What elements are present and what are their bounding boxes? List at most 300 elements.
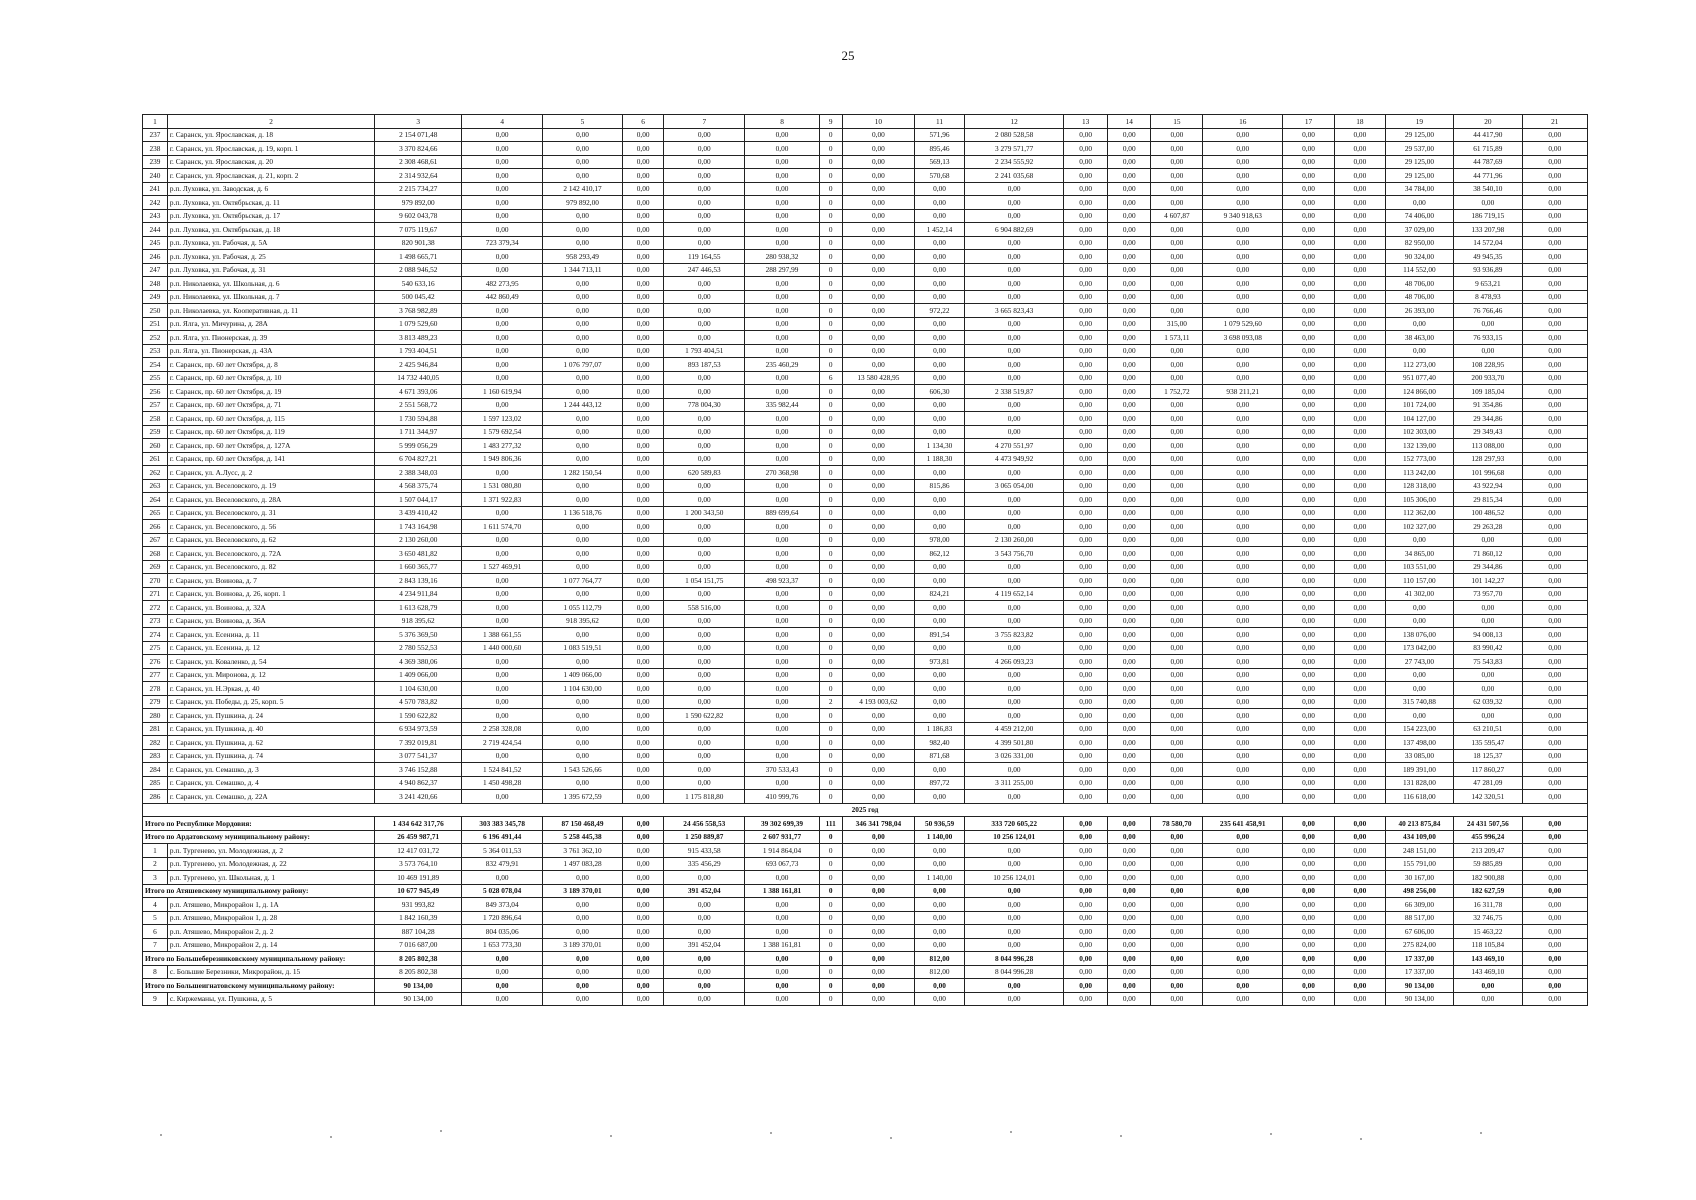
table-cell: 282: [143, 736, 168, 750]
table-cell: г. Саранск, пр. 60 лет Октября, д. 19: [167, 385, 374, 399]
table-cell: 0,00: [1283, 682, 1335, 696]
table-cell: г. Саранск, ул. Веселовского, д. 28А: [167, 493, 374, 507]
table-cell: 2: [143, 857, 168, 871]
table-cell: 0: [819, 736, 842, 750]
table-cell: 804 035,06: [462, 925, 543, 939]
table-cell: 0,00: [1107, 911, 1151, 925]
table-cell: 0,00: [915, 263, 965, 277]
table-cell: 0,00: [1151, 412, 1203, 426]
table-cell: 0,00: [462, 695, 543, 709]
table-cell: 279: [143, 695, 168, 709]
table-cell: 0: [819, 763, 842, 777]
table-cell: 138 076,00: [1385, 628, 1453, 642]
table-cell: 0,00: [622, 466, 663, 480]
table-cell: 0,00: [1107, 574, 1151, 588]
table-cell: 62 039,32: [1454, 695, 1522, 709]
table-cell: 0,00: [1522, 938, 1587, 952]
table-cell: 34 865,00: [1385, 547, 1453, 561]
table-cell: 0,00: [915, 763, 965, 777]
table-row: [143, 641, 1588, 655]
table-cell: 0,00: [964, 992, 1064, 1006]
table-cell: 0,00: [1283, 506, 1335, 520]
table-cell: 0,00: [622, 965, 663, 979]
table-cell: 0,00: [1334, 358, 1385, 372]
table-cell: 0,00: [1151, 142, 1203, 156]
table-cell: 0: [819, 439, 842, 453]
table-cell: 4 234 911,84: [375, 587, 462, 601]
table-cell: 0,00: [664, 911, 745, 925]
table-cell: 0,00: [1334, 560, 1385, 574]
table-cell: 0,00: [1203, 790, 1283, 804]
table-cell: 0,00: [964, 344, 1064, 358]
table-cell: 0,00: [1283, 317, 1335, 331]
table-cell: 0,00: [842, 776, 915, 790]
table-cell: 0: [819, 574, 842, 588]
table-cell: 29 263,28: [1454, 520, 1522, 534]
table-cell: 0,00: [1283, 965, 1335, 979]
table-cell: 410 999,76: [745, 790, 820, 804]
table-cell: 0,00: [1107, 250, 1151, 264]
table-row: [143, 547, 1588, 561]
table-cell: 0,00: [1283, 250, 1335, 264]
table-cell: 6: [622, 115, 663, 129]
table-cell: 266: [143, 520, 168, 534]
table-cell: 82 950,00: [1385, 236, 1453, 250]
table-cell: 3 279 571,77: [964, 142, 1064, 156]
table-cell: 3 189 370,01: [543, 938, 623, 952]
table-cell: 0,00: [842, 209, 915, 223]
table-cell: 0,00: [1203, 722, 1283, 736]
table-cell: 0,00: [1283, 925, 1335, 939]
table-cell: 0,00: [1203, 236, 1283, 250]
table-cell: р.п. Луховка, ул. Рабочая, д. 5А: [167, 236, 374, 250]
table-cell: 0,00: [1283, 223, 1335, 237]
table-cell: 0,00: [745, 871, 820, 885]
table-cell: 0,00: [1064, 263, 1108, 277]
table-cell: 982,40: [915, 736, 965, 750]
table-cell: 0,00: [1283, 749, 1335, 763]
table-cell: 0,00: [462, 317, 543, 331]
table-cell: 0,00: [1283, 979, 1335, 993]
table-cell: 0: [819, 479, 842, 493]
table-cell: 0,00: [1522, 506, 1587, 520]
table-cell: 0,00: [1334, 466, 1385, 480]
table-cell: 0,00: [543, 587, 623, 601]
table-cell: 0,00: [1522, 250, 1587, 264]
table-cell: 0,00: [964, 938, 1064, 952]
table-cell: 0,00: [1385, 196, 1453, 210]
table-cell: 0,00: [1522, 223, 1587, 237]
table-cell: 0,00: [1064, 952, 1108, 966]
table-cell: 246: [143, 250, 168, 264]
table-cell: 1 793 404,51: [375, 344, 462, 358]
table-row: [143, 196, 1588, 210]
table-cell: 278: [143, 682, 168, 696]
table-row: [143, 722, 1588, 736]
table-cell: 0,00: [745, 331, 820, 345]
table-cell: 5 364 011,53: [462, 844, 543, 858]
table-cell: 0,00: [1283, 196, 1335, 210]
table-cell: 0,00: [745, 290, 820, 304]
table-cell: 59 885,89: [1454, 857, 1522, 871]
table-cell: 0,00: [1203, 655, 1283, 669]
table-cell: 0,00: [462, 398, 543, 412]
table-cell: 128 297,93: [1454, 452, 1522, 466]
table-cell: 47 281,09: [1454, 776, 1522, 790]
table-cell: 0,00: [842, 169, 915, 183]
table-cell: 258: [143, 412, 168, 426]
table-cell: 0,00: [964, 425, 1064, 439]
table-cell: 0,00: [543, 709, 623, 723]
table-cell: 0,00: [622, 196, 663, 210]
table-cell: 0,00: [1203, 128, 1283, 142]
table-cell: 0,00: [622, 722, 663, 736]
table-cell: 0,00: [1522, 533, 1587, 547]
table-cell: 108 228,95: [1454, 358, 1522, 372]
table-cell: 2 142 410,17: [543, 182, 623, 196]
table-cell: г. Саранск, ул. Есенина, д. 12: [167, 641, 374, 655]
table-cell: 0,00: [1064, 533, 1108, 547]
table-row: [143, 628, 1588, 642]
table-cell: 3 370 824,66: [375, 142, 462, 156]
table-cell: 0,00: [1283, 938, 1335, 952]
table-cell: 0,00: [842, 952, 915, 966]
table-cell: 109 185,04: [1454, 385, 1522, 399]
table-cell: р.п. Луховка, ул. Заводская, д. 6: [167, 182, 374, 196]
table-cell: 0,00: [964, 911, 1064, 925]
table-cell: 0,00: [622, 169, 663, 183]
table-cell: 0,00: [1283, 412, 1335, 426]
table-cell: 0,00: [842, 979, 915, 993]
table-cell: 434 109,00: [1385, 830, 1453, 844]
table-row: [143, 263, 1588, 277]
table-cell: г. Саранск, ул. Н.Эркая, д. 40: [167, 682, 374, 696]
table-cell: 0,00: [1107, 385, 1151, 399]
table-cell: 0,00: [1064, 668, 1108, 682]
table-cell: 0,00: [462, 601, 543, 615]
table-cell: 0,00: [664, 749, 745, 763]
table-cell: 152 773,00: [1385, 452, 1453, 466]
table-cell: 0,00: [1203, 925, 1283, 939]
table-cell: 0,00: [622, 655, 663, 669]
table-cell: 0,00: [964, 250, 1064, 264]
table-cell: 0,00: [462, 749, 543, 763]
table-cell: 0: [819, 277, 842, 291]
table-cell: 1 653 773,30: [462, 938, 543, 952]
table-cell: 0,00: [622, 641, 663, 655]
table-cell: 0,00: [1334, 290, 1385, 304]
table-row: [143, 857, 1588, 871]
table-cell: 0,00: [1107, 682, 1151, 696]
table-cell: 0,00: [1283, 776, 1335, 790]
table-cell: 0,00: [1151, 182, 1203, 196]
table-cell: 0,00: [1107, 655, 1151, 669]
table-cell: 0,00: [842, 749, 915, 763]
table-cell: 0,00: [462, 466, 543, 480]
table-cell: 0,00: [1454, 344, 1522, 358]
table-cell: 0: [819, 142, 842, 156]
table-cell: 0,00: [964, 898, 1064, 912]
table-cell: 0: [819, 425, 842, 439]
table-cell: 0,00: [1522, 182, 1587, 196]
table-cell: 0,00: [1203, 979, 1283, 993]
table-cell: 249: [143, 290, 168, 304]
table-cell: г. Саранск, ул. Миронова, д. 12: [167, 668, 374, 682]
table-cell: 315,00: [1151, 317, 1203, 331]
table-cell: 1 483 277,32: [462, 439, 543, 453]
table-cell: 1 104 630,00: [375, 682, 462, 696]
table-cell: 951 077,40: [1385, 371, 1453, 385]
table-cell: 0,00: [1107, 641, 1151, 655]
table-cell: 0,00: [745, 898, 820, 912]
table-cell: 4 119 652,14: [964, 587, 1064, 601]
subtotal-row: [143, 884, 1588, 898]
table-cell: 0,00: [842, 290, 915, 304]
table-cell: 83 990,42: [1454, 641, 1522, 655]
table-cell: 103 551,00: [1385, 560, 1453, 574]
table-cell: 0,00: [1522, 952, 1587, 966]
table-cell: 0,00: [1334, 601, 1385, 615]
table-cell: 1 160 619,94: [462, 385, 543, 399]
subtotal-row: [143, 830, 1588, 844]
table-cell: 0,00: [1203, 911, 1283, 925]
table-cell: 143 469,10: [1454, 965, 1522, 979]
table-cell: 0,00: [1522, 736, 1587, 750]
table-cell: 1 371 922,83: [462, 493, 543, 507]
table-cell: 0,00: [543, 385, 623, 399]
table-cell: 0,00: [1283, 574, 1335, 588]
table-cell: 0,00: [745, 223, 820, 237]
table-cell: 0,00: [842, 709, 915, 723]
table-cell: 102 327,00: [1385, 520, 1453, 534]
table-cell: 38 540,10: [1454, 182, 1522, 196]
table-cell: 111: [819, 817, 842, 831]
table-cell: 8 205 802,38: [375, 952, 462, 966]
table-cell: 0,00: [1064, 466, 1108, 480]
table-cell: 259: [143, 425, 168, 439]
table-cell: 1 543 526,66: [543, 763, 623, 777]
table-cell: 0,00: [543, 533, 623, 547]
table-cell: 0: [819, 155, 842, 169]
table-cell: г. Саранск, ул. Веселовского, д. 72А: [167, 547, 374, 561]
table-cell: 155 791,00: [1385, 857, 1453, 871]
table-cell: 0,00: [664, 317, 745, 331]
table-cell: 0,00: [745, 952, 820, 966]
table-cell: 0,00: [622, 749, 663, 763]
table-cell: 0,00: [1064, 817, 1108, 831]
table-cell: 0,00: [664, 628, 745, 642]
table-cell: 333 720 605,22: [964, 817, 1064, 831]
table-cell: 29 537,00: [1385, 142, 1453, 156]
table-row: [143, 223, 1588, 237]
table-cell: 3 065 054,00: [964, 479, 1064, 493]
table-cell: 0: [819, 979, 842, 993]
table-row: [143, 790, 1588, 804]
table-cell: 0,00: [745, 655, 820, 669]
table-cell: 0,00: [664, 371, 745, 385]
table-cell: 0,00: [1522, 425, 1587, 439]
table-cell: 0: [819, 871, 842, 885]
table-cell: р.п. Николаевка, ул. Школьная, д. 6: [167, 277, 374, 291]
table-cell: 0,00: [664, 520, 745, 534]
table-header-row: [143, 115, 1588, 129]
table-cell: 0,00: [915, 844, 965, 858]
table-cell: 0,00: [1203, 439, 1283, 453]
table-cell: 0,00: [1107, 425, 1151, 439]
table-cell: 0,00: [622, 668, 663, 682]
table-cell: 0,00: [964, 196, 1064, 210]
table-cell: 0,00: [1107, 884, 1151, 898]
table-cell: 0,00: [1522, 587, 1587, 601]
table-cell: 124 866,00: [1385, 385, 1453, 399]
table-cell: 283: [143, 749, 168, 763]
table-cell: 0,00: [1151, 493, 1203, 507]
table-cell: 87 150 468,49: [543, 817, 623, 831]
table-cell: 0,00: [1151, 601, 1203, 615]
table-cell: 0,00: [915, 614, 965, 628]
table-cell: 10 469 191,89: [375, 871, 462, 885]
table-cell: 1 244 443,12: [543, 398, 623, 412]
table-cell: 0,00: [964, 695, 1064, 709]
table-cell: 116 618,00: [1385, 790, 1453, 804]
table-cell: 0,00: [462, 155, 543, 169]
table-cell: 918 395,62: [375, 614, 462, 628]
table-cell: 0,00: [622, 533, 663, 547]
table-cell: 0,00: [964, 641, 1064, 655]
table-cell: 0,00: [745, 385, 820, 399]
table-cell: 0,00: [1203, 466, 1283, 480]
table-cell: 0,00: [745, 304, 820, 318]
table-cell: 0,00: [745, 196, 820, 210]
table-cell: Итого по Большеберезниковскому муниципальному району:: [143, 952, 375, 966]
table-row: [143, 479, 1588, 493]
table-cell: 0,00: [915, 250, 965, 264]
table-cell: 0,00: [1064, 830, 1108, 844]
table-cell: 569,13: [915, 155, 965, 169]
table-cell: 135 595,47: [1454, 736, 1522, 750]
table-row: [143, 344, 1588, 358]
table-cell: 0,00: [1522, 695, 1587, 709]
table-cell: 5 258 445,38: [543, 830, 623, 844]
table-cell: 0,00: [543, 722, 623, 736]
table-row: [143, 938, 1588, 952]
table-cell: 6 934 973,59: [375, 722, 462, 736]
table-cell: г. Саранск, ул. Ярославская, д. 19, корп. 1: [167, 142, 374, 156]
table-cell: 0,00: [1151, 196, 1203, 210]
table-cell: 0,00: [1151, 533, 1203, 547]
table-cell: 0,00: [745, 925, 820, 939]
table-row: [143, 763, 1588, 777]
table-cell: г. Саранск, пр. 60 лет Октября, д. 141: [167, 452, 374, 466]
table-cell: 0,00: [745, 142, 820, 156]
table-cell: 1 711 344,97: [375, 425, 462, 439]
table-cell: 0,00: [1334, 911, 1385, 925]
table-cell: 0,00: [745, 911, 820, 925]
table-cell: 0,00: [842, 506, 915, 520]
table-cell: 0,00: [1151, 857, 1203, 871]
table-cell: 0,00: [622, 884, 663, 898]
table-cell: 1 573,11: [1151, 331, 1203, 345]
table-cell: 0,00: [1283, 587, 1335, 601]
table-cell: 0,00: [664, 641, 745, 655]
table-cell: 74 406,00: [1385, 209, 1453, 223]
table-cell: 0,00: [1203, 452, 1283, 466]
table-cell: 0,00: [1334, 898, 1385, 912]
table-cell: 0,00: [915, 601, 965, 615]
table-cell: 240: [143, 169, 168, 183]
table-cell: 0,00: [1522, 925, 1587, 939]
table-cell: 0,00: [622, 209, 663, 223]
table-cell: 0,00: [1283, 425, 1335, 439]
table-cell: 0,00: [1522, 290, 1587, 304]
table-cell: 0,00: [1064, 236, 1108, 250]
table-cell: 0,00: [1107, 668, 1151, 682]
table-cell: 0,00: [842, 196, 915, 210]
table-cell: 0,00: [842, 331, 915, 345]
table-cell: г. Саранск, ул. Пушкина, д. 62: [167, 736, 374, 750]
table-cell: 1 388 661,55: [462, 628, 543, 642]
table-cell: 0,00: [1334, 965, 1385, 979]
table-cell: 0,00: [1334, 169, 1385, 183]
table-cell: 0,00: [745, 209, 820, 223]
table-cell: 235 460,29: [745, 358, 820, 372]
table-cell: 2 338 519,87: [964, 385, 1064, 399]
table-cell: 265: [143, 506, 168, 520]
table-cell: 262: [143, 466, 168, 480]
table-cell: 0,00: [842, 655, 915, 669]
table-cell: 0,00: [664, 533, 745, 547]
table-cell: 8: [745, 115, 820, 129]
table-cell: 558 516,00: [664, 601, 745, 615]
table-cell: 0,00: [664, 412, 745, 426]
table-cell: 235 641 458,91: [1203, 817, 1283, 831]
table-cell: 0,00: [664, 385, 745, 399]
table-row: [143, 574, 1588, 588]
table-cell: 0,00: [1522, 520, 1587, 534]
table-cell: 0,00: [1334, 776, 1385, 790]
table-cell: 0,00: [1522, 331, 1587, 345]
table-cell: 0,00: [915, 317, 965, 331]
table-cell: 0,00: [1334, 263, 1385, 277]
table-cell: 12 417 031,72: [375, 844, 462, 858]
table-cell: 0,00: [622, 412, 663, 426]
table-cell: 0,00: [664, 952, 745, 966]
table-cell: 270 368,98: [745, 466, 820, 480]
table-cell: 269: [143, 560, 168, 574]
table-cell: 0,00: [1283, 439, 1335, 453]
table-cell: 0,00: [1283, 169, 1335, 183]
table-cell: г. Саранск, ул. Веселовского, д. 82: [167, 560, 374, 574]
table-row: [143, 668, 1588, 682]
table-cell: 0,00: [1522, 763, 1587, 777]
table-cell: 0,00: [1334, 142, 1385, 156]
table-cell: 0,00: [964, 601, 1064, 615]
table-cell: 75 543,83: [1454, 655, 1522, 669]
table-cell: 281: [143, 722, 168, 736]
table-cell: 0,00: [622, 358, 663, 372]
table-cell: 1 531 080,80: [462, 479, 543, 493]
table-cell: 0,00: [745, 439, 820, 453]
table-cell: 0,00: [622, 547, 663, 561]
table-cell: 0,00: [1385, 682, 1453, 696]
table-cell: 0,00: [622, 776, 663, 790]
table-cell: 0,00: [915, 331, 965, 345]
table-cell: 0,00: [462, 506, 543, 520]
table-cell: 0,00: [964, 709, 1064, 723]
table-cell: 0,00: [1064, 547, 1108, 561]
table-cell: 0,00: [622, 560, 663, 574]
table-cell: 1 409 066,00: [543, 668, 623, 682]
